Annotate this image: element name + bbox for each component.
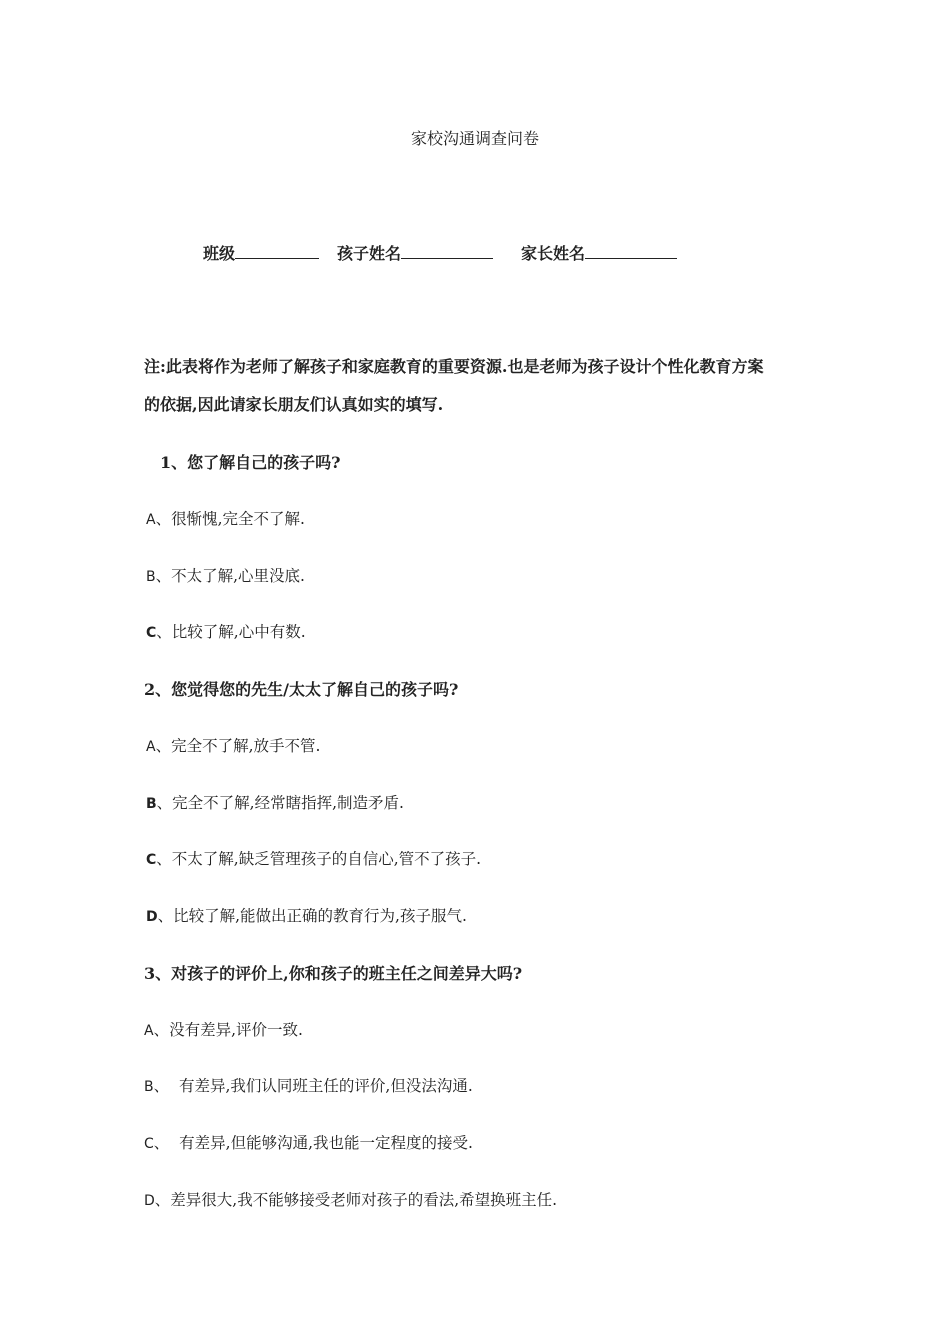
q2-option-b[interactable] (146, 791, 404, 813)
note-line-1: 注:此表将作为老师了解孩子和家庭教育的重要资源.也是老师为孩子设计个性化教育方案 (144, 357, 764, 376)
option-text: 、不太了解,心里没底. (155, 567, 305, 585)
q1-option-a[interactable] (146, 507, 305, 529)
parent-name-blank[interactable] (585, 244, 677, 259)
option-text: 、完全不了解,放手不管. (155, 737, 321, 755)
q3-option-a[interactable] (144, 1018, 303, 1040)
class-field (203, 241, 319, 264)
q2-option-c[interactable] (146, 847, 481, 869)
option-text: 、比较了解,心中有数. (156, 623, 306, 641)
option-letter: C (146, 852, 157, 868)
option-text: 、 有差异,但能够沟通,我也能一定程度的接受. (153, 1134, 473, 1152)
child-name-blank[interactable] (401, 244, 493, 259)
option-letter: B (146, 569, 156, 585)
class-label: 班级 (203, 244, 236, 263)
option-letter: D (144, 1193, 155, 1209)
option-letter: B (144, 1079, 154, 1095)
child-name-label: 孩子姓名 (337, 244, 402, 263)
question-1: 1、您了解自己的孩子吗? (160, 453, 341, 472)
option-text: 、 有差异,我们认同班主任的评价,但没法沟通. (153, 1077, 473, 1095)
q2-option-a[interactable] (146, 734, 320, 756)
q3-option-b[interactable] (144, 1074, 473, 1096)
q1-option-c[interactable] (146, 620, 306, 642)
option-letter: A (146, 512, 156, 528)
q3-option-d[interactable] (144, 1188, 557, 1210)
option-text: 、没有差异,评价一致. (153, 1021, 303, 1039)
note-line-2: 的依据,因此请家长朋友们认真如实的填写. (144, 395, 444, 414)
q3-option-c[interactable] (144, 1131, 473, 1153)
option-text: 、比较了解,能做出正确的教育行为,孩子服气. (157, 907, 467, 925)
option-letter: A (144, 1023, 154, 1039)
question-3: 3、对孩子的评价上,你和孩子的班主任之间差异大吗? (144, 964, 523, 983)
q1-option-b[interactable] (146, 564, 305, 586)
option-letter: B (146, 796, 157, 812)
question-2: 2、您觉得您的先生/太太了解自己的孩子吗? (144, 680, 459, 699)
option-letter: C (146, 625, 157, 641)
parent-name-label: 家长姓名 (521, 244, 586, 263)
child-name-field (337, 241, 493, 264)
option-text: 、不太了解,缺乏管理孩子的自信心,管不了孩子. (156, 850, 482, 868)
parent-name-field (521, 241, 677, 264)
option-text: 、很惭愧,完全不了解. (155, 510, 305, 528)
option-text: 、完全不了解,经常瞎指挥,制造矛盾. (156, 794, 404, 812)
q2-option-d[interactable] (146, 904, 467, 926)
option-letter: D (146, 909, 158, 925)
class-blank[interactable] (235, 244, 319, 259)
option-letter: C (144, 1136, 154, 1152)
page-title: 家校沟通调查问卷 (410, 129, 539, 148)
option-letter: A (146, 739, 156, 755)
option-text: 、差异很大,我不能够接受老师对孩子的看法,希望换班主任. (154, 1191, 558, 1209)
